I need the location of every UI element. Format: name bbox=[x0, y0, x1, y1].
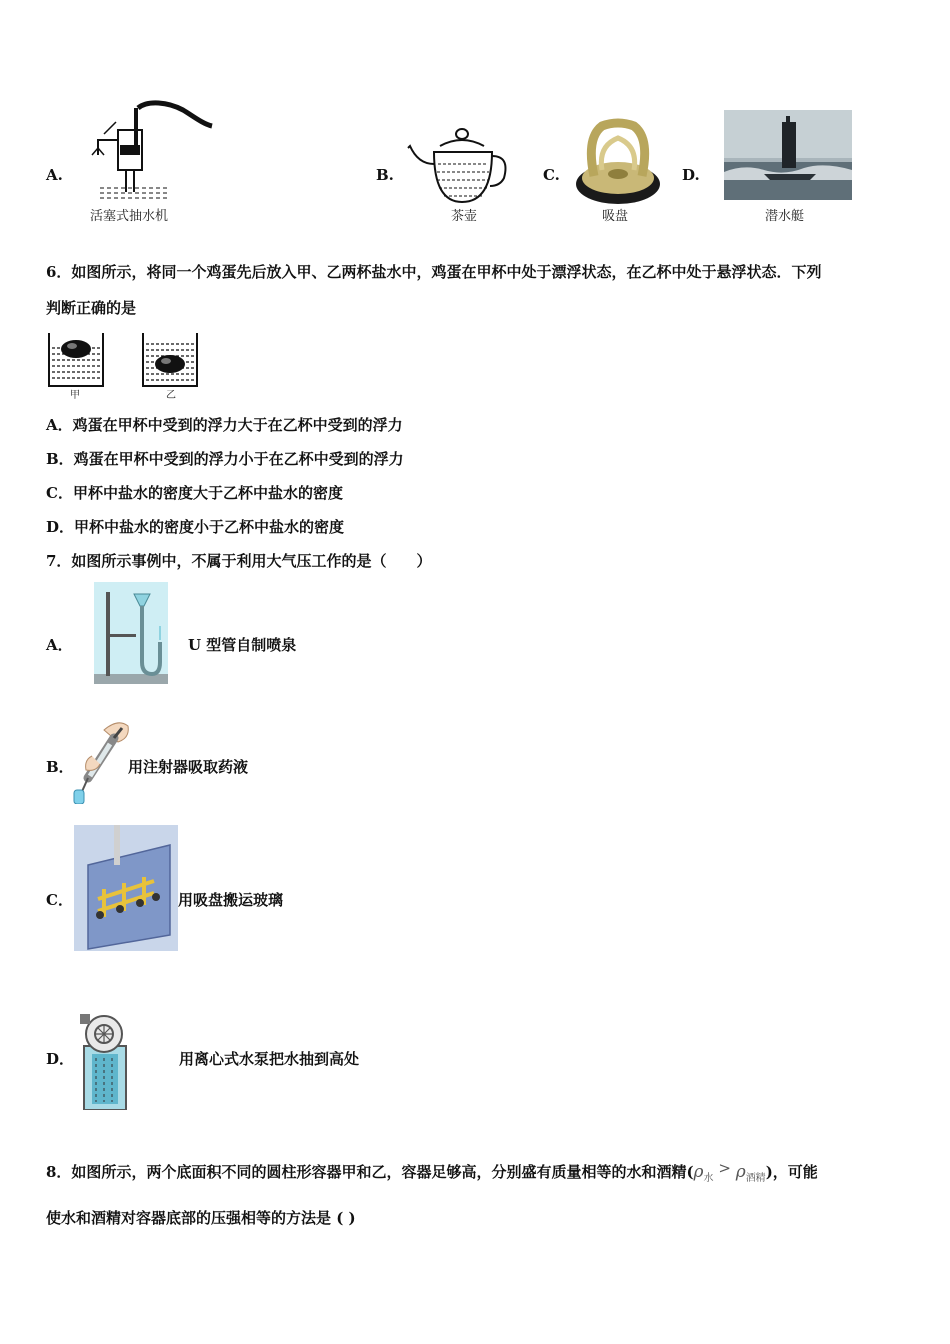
q5-option-d-letter: D. bbox=[682, 166, 700, 184]
q7-option-d-letter: D． bbox=[46, 1050, 75, 1068]
q5-option-b-letter: B. bbox=[376, 166, 394, 184]
rho-alcohol-sub: 酒精 bbox=[745, 1173, 766, 1184]
q7-option-c-letter: C． bbox=[46, 891, 73, 909]
q7-option-b-letter: B． bbox=[46, 758, 74, 776]
beaker-yi-icon bbox=[140, 330, 200, 390]
q5-option-c-caption: 吸盘 bbox=[602, 209, 629, 224]
q5-option-b-caption: 茶壶 bbox=[451, 209, 478, 224]
rho-alcohol: ρ bbox=[735, 1162, 746, 1182]
q7-option-d-text: 用离心式水泵把水抽到高处 bbox=[179, 1050, 360, 1068]
q7-option-a-letter: A． bbox=[46, 636, 73, 654]
q5-option-c-letter: C. bbox=[543, 166, 560, 184]
piston-pump-icon bbox=[88, 100, 218, 205]
rho-water: ρ bbox=[693, 1162, 704, 1182]
q6-option-b: B．鸡蛋在甲杯中受到的浮力小于在乙杯中受到的浮力 bbox=[46, 450, 404, 468]
q6-stem-line1: 6．如图所示，将同一个鸡蛋先后放入甲、乙两杯盐水中，鸡蛋在甲杯中处于漂浮状态，在乙杯中处于悬浮状态．下列 bbox=[46, 263, 822, 281]
q6-option-a: A．鸡蛋在甲杯中受到的浮力大于在乙杯中受到的浮力 bbox=[46, 416, 403, 434]
q7-stem: 7．如图所示事例中，不属于利用大气压工作的是（ ） bbox=[46, 552, 432, 570]
q8-stem-line2: 使水和酒精对容器底部的压强相等的方法是 ( ) bbox=[46, 1209, 356, 1227]
q8-stem-line1-part1: 8．如图所示，两个底面积不同的圆柱形容器甲和乙，容器足够高，分别盛有质量相等的水和酒精( bbox=[46, 1163, 694, 1181]
q8-stem-line1 bbox=[46, 1158, 818, 1189]
suction-cup-icon bbox=[572, 118, 664, 208]
q8-density-formula bbox=[693, 1159, 766, 1184]
q5-option-a-letter: A. bbox=[46, 166, 63, 184]
submarine-icon bbox=[724, 110, 852, 200]
greater-than-sign: > bbox=[718, 1159, 731, 1177]
beaker-jia-label: 甲 bbox=[70, 390, 80, 401]
q7-option-c-text: 用吸盘搬运玻璃 bbox=[178, 891, 284, 909]
q7-option-a-text: U 型管自制喷泉 bbox=[188, 636, 297, 654]
syringe-icon bbox=[70, 716, 132, 804]
q6-option-d: D．甲杯中盐水的密度小于乙杯中盐水的密度 bbox=[46, 518, 345, 536]
u-tube-fountain-icon bbox=[94, 582, 168, 684]
q7-option-b-text: 用注射器吸取药液 bbox=[128, 758, 249, 776]
q6-option-c: C．甲杯中盐水的密度大于乙杯中盐水的密度 bbox=[46, 484, 343, 502]
q5-option-d-caption: 潜水艇 bbox=[765, 209, 805, 224]
centrifugal-pump-icon bbox=[76, 1006, 132, 1110]
rho-water-sub: 水 bbox=[703, 1173, 714, 1184]
teapot-icon bbox=[404, 124, 514, 209]
q6-stem-line2: 判断正确的是 bbox=[46, 299, 137, 317]
q8-stem-line1-part2: )，可能 bbox=[765, 1163, 818, 1181]
beaker-jia-icon bbox=[46, 330, 106, 390]
glass-lifter-icon bbox=[74, 825, 178, 951]
q5-option-a-caption: 活塞式抽水机 bbox=[90, 209, 169, 224]
beaker-yi-label: 乙 bbox=[166, 390, 176, 401]
